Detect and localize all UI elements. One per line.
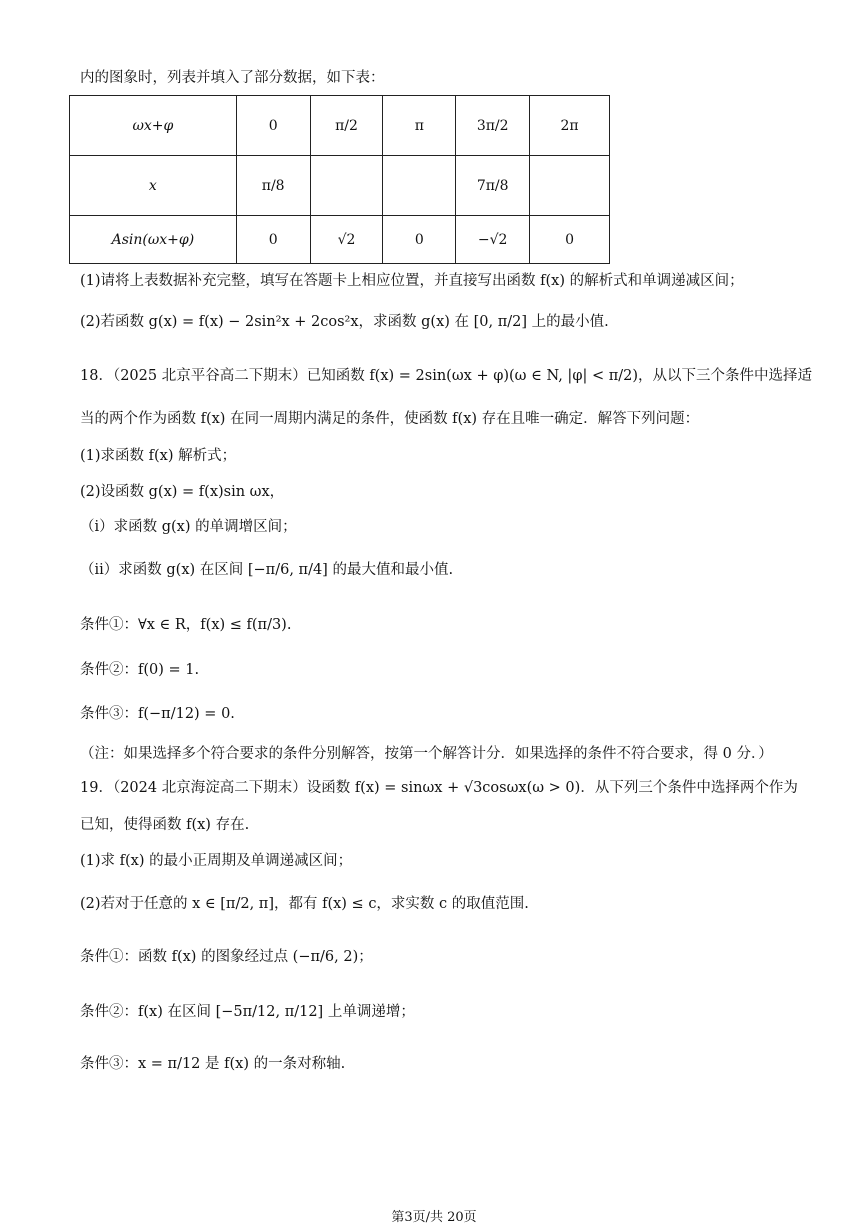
table-cell [310, 156, 383, 216]
q18-part2-i: （i）求函数 g(x) 的单调增区间； [80, 519, 297, 535]
table-cell: 3π/2 [456, 96, 530, 156]
q19-part2: (2)若对于任意的 x ∈ [π/2, π]，都有 f(x) ≤ c，求实数 c 的取值范围. [80, 896, 529, 912]
table-cell: 2π [530, 96, 610, 156]
table-row [70, 156, 610, 216]
table-cell: π/8 [236, 156, 310, 216]
q19-condition-1: 条件①：函数 f(x) 的图象经过点 (−π/6, 2)； [80, 949, 373, 965]
intro-line: 内的图象时，列表并填入了部分数据，如下表： [80, 70, 385, 86]
q18-condition-2: 条件②：f(0) = 1. [80, 662, 200, 678]
q19-condition-3: 条件③：x = π/12 是 f(x) 的一条对称轴. [80, 1056, 346, 1072]
q18-part1: (1)求函数 f(x) 解析式； [80, 448, 237, 464]
q19-stem-line2: 已知，使得函数 f(x) 存在. [80, 817, 250, 833]
table-row [70, 96, 610, 156]
table-cell: −√2 [456, 216, 530, 264]
table-row [70, 216, 610, 264]
table-cell: 0 [383, 216, 456, 264]
q18-stem-line2: 当的两个作为函数 f(x) 在同一周期内满足的条件，使函数 f(x) 存在且唯一确定．解答下列问题： [80, 411, 700, 427]
q18-stem-line1: 18．（2025 北京平谷高二下期末）已知函数 f(x) = 2sin(ωx + φ)(ω ∈ N, |φ| < π/2)，从以下三个条件中选择适 [80, 368, 813, 384]
table-cell: ωx+φ [70, 96, 237, 156]
table-cell: π [383, 96, 456, 156]
table-cell: 0 [236, 96, 310, 156]
table-cell: √2 [310, 216, 383, 264]
q18-part2-ii: （ii）求函数 g(x) 在区间 [−π/6, π/4] 的最大值和最小值. [80, 562, 454, 578]
q17-part2: (2)若函数 g(x) = f(x) − 2sin²x + 2cos²x，求函数 g(x) 在 [0, π/2] 上的最小值. [80, 314, 609, 330]
table-cell: π/2 [310, 96, 383, 156]
value-table [69, 95, 610, 264]
table-cell: 0 [236, 216, 310, 264]
q17-part1: (1)请将上表数据补充完整，填写在答题卡上相应位置，并直接写出函数 f(x) 的解析式和单调递减区间； [80, 273, 744, 289]
table-cell [383, 156, 456, 216]
q19-stem-line1: 19．（2024 北京海淀高二下期末）设函数 f(x) = sinωx + √3cosωx(ω > 0)．从下列三个条件中选择两个作为 [80, 780, 798, 796]
table-cell: x [70, 156, 237, 216]
q18-part2: (2)设函数 g(x) = f(x)sin ωx， [80, 484, 285, 500]
q19-condition-2: 条件②：f(x) 在区间 [−5π/12, π/12] 上单调递增； [80, 1004, 415, 1020]
table-cell: 7π/8 [456, 156, 530, 216]
q19-part1: (1)求 f(x) 的最小正周期及单调递减区间； [80, 853, 353, 869]
page-footer: 第3页/共 20页 [391, 1210, 477, 1225]
q18-condition-1: 条件①：∀x ∈ R，f(x) ≤ f(π/3). [80, 617, 292, 633]
table-cell: Asin(ωx+φ) [70, 216, 237, 264]
q18-note: （注：如果选择多个符合要求的条件分别解答，按第一个解答计分．如果选择的条件不符合要求，得 0 分．） [80, 746, 773, 762]
table-cell [530, 156, 610, 216]
q18-condition-3: 条件③：f(−π/12) = 0. [80, 706, 235, 722]
table-cell: 0 [530, 216, 610, 264]
